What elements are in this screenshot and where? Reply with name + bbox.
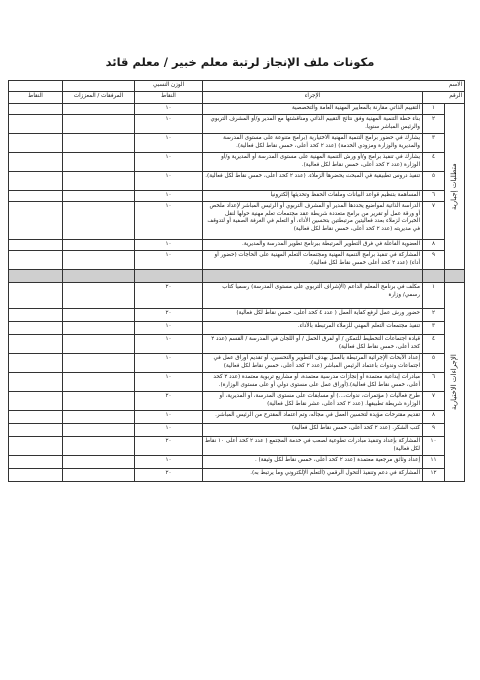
points-cell[interactable] bbox=[9, 115, 63, 134]
relative-weight-value: ١٠ bbox=[135, 322, 203, 335]
item-number: ١ bbox=[423, 283, 445, 309]
item-number: ١٠ bbox=[423, 437, 445, 456]
relative-weight-value: ١٠ bbox=[135, 104, 203, 115]
attachments-cell[interactable] bbox=[63, 354, 135, 373]
section-label: متطلبات إجبارية bbox=[445, 104, 465, 270]
procedure-text: إعداد الأبحاث الإجرائية المرتبطة بالعمل بهدف التطوير والتحسين، أو تقديم أوراق عمل في اجتماعات وندوات باعتماد الرئيس المباشر (عدد ٢ كحد أعلى، خمس نقاط لكل فعالية) bbox=[203, 354, 423, 373]
portfolio-table bbox=[8, 80, 465, 482]
points-cell[interactable] bbox=[9, 335, 63, 354]
procedure-text: مبادرات إبداعية معتمدة أو إنجازات مدرسية معتمدة، أو مشاريع تربوية معتمدة (عدد ٢ كحد أعلى، خمس نقاط لكل فعالية).(أوراق عمل على مستوى دولي أو على مستوى الوزارة). bbox=[203, 373, 423, 392]
procedure-text: يشارك في حضور برامج التنمية المهنية الاختيارية (برامج متنوعة على مستوى المدرسة والمديرية والوزارة ومزودي الخدمة) (عدد ٢ كحد أعلى، خمس نقاط لكل فعالية). bbox=[203, 134, 423, 153]
relative-weight-value: ١٠ bbox=[135, 251, 203, 270]
points-cell[interactable] bbox=[9, 191, 63, 202]
points-cell[interactable] bbox=[9, 240, 63, 251]
item-number: ٤ bbox=[423, 335, 445, 354]
separator-cell bbox=[203, 270, 423, 283]
procedure-text: كتب الشكر. (عدد ٢ كحد أعلى، خمس نقاط لكل فعالية) bbox=[203, 424, 423, 437]
table-row bbox=[9, 251, 465, 270]
attachments-cell[interactable] bbox=[63, 283, 135, 309]
attachments-cell[interactable] bbox=[63, 411, 135, 424]
procedure-text: تنفيذ مجتمعات التعلم المهني للزملاء المرتبطة بالأداء. bbox=[203, 322, 423, 335]
relative-weight-value: ٢٠ bbox=[135, 392, 203, 411]
attachments-cell[interactable] bbox=[63, 392, 135, 411]
attachments-cell[interactable] bbox=[63, 373, 135, 392]
separator-cell bbox=[63, 270, 135, 283]
table-row bbox=[9, 411, 465, 424]
relative-weight-value: ١٠ bbox=[135, 456, 203, 469]
attachments-cell[interactable] bbox=[63, 456, 135, 469]
attachments-cell[interactable] bbox=[63, 335, 135, 354]
relative-weight-header: الوزن النسبي bbox=[135, 81, 203, 92]
attachments-cell[interactable] bbox=[63, 437, 135, 456]
relative-weight-value: ١٠ bbox=[135, 424, 203, 437]
attachments-cell[interactable] bbox=[63, 172, 135, 191]
attachments-cell[interactable] bbox=[63, 240, 135, 251]
table-row bbox=[9, 240, 465, 251]
attachments-cell[interactable] bbox=[63, 191, 135, 202]
procedure-text: المساهمة بتنظيم قواعد البيانات وملفات الحفظ وتحديثها إلكترونيا bbox=[203, 191, 423, 202]
relative-weight-value: ١٠ bbox=[135, 335, 203, 354]
separator-cell bbox=[423, 270, 445, 283]
points-header: النقاط bbox=[135, 92, 203, 104]
separator-cell bbox=[445, 270, 465, 283]
table-row bbox=[9, 373, 465, 392]
attachments-cell[interactable] bbox=[63, 153, 135, 172]
points-cell[interactable] bbox=[9, 392, 63, 411]
attachments-cell[interactable] bbox=[63, 115, 135, 134]
points-cell[interactable] bbox=[9, 469, 63, 482]
procedure-text: تنفيذ دروس تطبيقية في المبحث يحضرها الزملاء. (عدد ٢ كحد أعلى، خمس نقاط لكل فعالية). bbox=[203, 172, 423, 191]
points-cell[interactable] bbox=[9, 373, 63, 392]
item-number: ١ bbox=[423, 104, 445, 115]
table-row bbox=[9, 335, 465, 354]
table-row bbox=[9, 424, 465, 437]
attachments-cell[interactable] bbox=[63, 424, 135, 437]
attachments-cell[interactable] bbox=[63, 322, 135, 335]
relative-weight-value: ٢٠ bbox=[135, 469, 203, 482]
number-header: الرقم bbox=[423, 92, 465, 104]
points-col-header: النقاط bbox=[9, 92, 63, 104]
procedure-text: يشارك في تنفيذ برامج و/أو ورش التنمية المهنية على مستوى المدرسة أو المديرية و/أو الوزارة (عدد ٢ كحد أعلى، خمس نقاط لكل فعالية). bbox=[203, 153, 423, 172]
relative-weight-value: ١٠ bbox=[135, 202, 203, 240]
points-cell[interactable] bbox=[9, 424, 63, 437]
points-cell[interactable] bbox=[9, 354, 63, 373]
item-number: ٦ bbox=[423, 191, 445, 202]
table-row bbox=[9, 322, 465, 335]
relative-weight-value: ١٠ bbox=[135, 240, 203, 251]
points-cell[interactable] bbox=[9, 153, 63, 172]
item-number: ٧ bbox=[423, 202, 445, 240]
relative-weight-value: ٢٠ bbox=[135, 437, 203, 456]
points-cell[interactable] bbox=[9, 322, 63, 335]
item-number: ٥ bbox=[423, 354, 445, 373]
attachments-cell[interactable] bbox=[63, 251, 135, 270]
item-number: ٢ bbox=[423, 309, 445, 322]
procedure-text: حضور ورش عمل لرفع كفاية العمل ( عدد ٤ كحد أعلى، خمس نقاط لكل فعالية) bbox=[203, 309, 423, 322]
header-blank-2 bbox=[9, 81, 63, 92]
relative-weight-value: ١٠ bbox=[135, 153, 203, 172]
item-number: ٤ bbox=[423, 153, 445, 172]
item-number: ٨ bbox=[423, 411, 445, 424]
relative-weight-value: ١٠ bbox=[135, 191, 203, 202]
separator-cell bbox=[9, 270, 63, 283]
points-cell[interactable] bbox=[9, 456, 63, 469]
relative-weight-value: ١٠ bbox=[135, 373, 203, 392]
procedure-text: طرح فعاليات ( مؤتمرات، ندوات،...) أو مسابقات على مستوى المدرسة، أو المديرية، أو الوزارة شريطة تطبيقها. (عدد ٢ كحد أعلى، عشر نقاط لكل فعالية) bbox=[203, 392, 423, 411]
section-label: الإجراءات الاختيارية bbox=[445, 283, 465, 482]
points-cell[interactable] bbox=[9, 283, 63, 309]
section-separator bbox=[9, 270, 465, 283]
item-number: ٦ bbox=[423, 373, 445, 392]
header-blank-1 bbox=[63, 81, 135, 92]
header-row-top bbox=[9, 81, 465, 92]
item-number: ٢ bbox=[423, 115, 445, 134]
relative-weight-value: ٢٠ bbox=[135, 283, 203, 309]
table-row bbox=[9, 104, 465, 115]
procedure-text: تقديم مقترحات مؤيدة لتحسين العمل في مجاله، وتم اعتماد المقترح من الرئيس المباشر. bbox=[203, 411, 423, 424]
table-row bbox=[9, 354, 465, 373]
item-number: ٥ bbox=[423, 172, 445, 191]
attachments-cell[interactable] bbox=[63, 134, 135, 153]
table-row bbox=[9, 134, 465, 153]
procedure-text: المشاركة بإعداد وتنفيذ مبادرات تطوعية لصعب في خدمة المجتمع ( عدد ٢ كحد أعلى ١٠ نقاط لكل فعالية) bbox=[203, 437, 423, 456]
item-number: ٣ bbox=[423, 322, 445, 335]
page-title: مكونات ملف الإنجاز لرتبة معلم خبير / معلم قائد bbox=[105, 55, 375, 69]
item-number: ٣ bbox=[423, 134, 445, 153]
attachments-cell[interactable] bbox=[63, 469, 135, 482]
procedure-text: قيادة اجتماعات التخطيط للتمكن / أو لفرق الحمل / أو اللجان في المدرسة / القسم (عدد ٢ كحد أعلى، خمس نقاط لكل فعالية) bbox=[203, 335, 423, 354]
procedure-text: الدراسة الذاتية لمواضيع يحددها المدير أو المشرف التربوي أو الرئيس المباشر لإعداد ملخص أو ورقة عمل أو تقرير من برامج متعددة شريطة عقد مجتمعات تعلم مهنية حولها لنقل الخبرات لزملاء بعدد فعاليتين مرتبطتين بتحسين الأداء، أو التعلم في الغرفة الصفية أو لتدوقف في مديريته (عدد ٢ كحد أعلى، خمس نقاط لكل فعالية) bbox=[203, 202, 423, 240]
attachments-cell[interactable] bbox=[63, 104, 135, 115]
procedures-header: الإجراء bbox=[203, 92, 423, 104]
item-number: ٩ bbox=[423, 424, 445, 437]
procedure-text: التقييم الذاتي مقارنة بالمعايير المهنية العامة والتخصصية bbox=[203, 104, 423, 115]
table-row bbox=[9, 283, 465, 309]
item-number: ٧ bbox=[423, 392, 445, 411]
item-number: ١٢ bbox=[423, 469, 445, 482]
table-row bbox=[9, 437, 465, 456]
header-row-bottom bbox=[9, 92, 465, 104]
points-cell[interactable] bbox=[9, 134, 63, 153]
procedure-text: المشاركة في دعم وتنفيذ التحول الرقمي (التعلم الإلكتروني وما يرتبط به). bbox=[203, 469, 423, 482]
item-number: ٨ bbox=[423, 240, 445, 251]
procedure-text: العضوية الفاعلة في فرق التطوير المرتبطة ببرنامج تطوير المدرسة والمديرية. bbox=[203, 240, 423, 251]
table-row bbox=[9, 456, 465, 469]
points-cell[interactable] bbox=[9, 172, 63, 191]
name-header: الاسم bbox=[203, 81, 465, 92]
relative-weight-value: ١٠ bbox=[135, 172, 203, 191]
procedure-text: بناء خطة التنمية المهنية وفق نتائج التقييم الذاتي ومناقشتها مع المدير و/أو المشرف التربوي والرئيس المباشر سنويا. bbox=[203, 115, 423, 134]
procedure-text: مكلف في برنامج المعلم الداعم (الإشراف التربوي على مستوى المدرسة) رسميا كتاب رسمي/ وزارة bbox=[203, 283, 423, 309]
relative-weight-value: ٢٠ bbox=[135, 309, 203, 322]
separator-cell bbox=[135, 270, 203, 283]
table-row bbox=[9, 172, 465, 191]
attachments-cell[interactable] bbox=[63, 202, 135, 240]
table-row bbox=[9, 115, 465, 134]
table-row bbox=[9, 392, 465, 411]
relative-weight-value: ١٠ bbox=[135, 115, 203, 134]
table-row bbox=[9, 469, 465, 482]
attachments-header: المرفقات / المعززات bbox=[63, 92, 135, 104]
relative-weight-value: ١٠ bbox=[135, 134, 203, 153]
procedure-text: إعداد وثائق مرجعية معتمدة (عدد ٢ كحد أعلى، خمس نقاط لكل وثيقة) . bbox=[203, 456, 423, 469]
attachments-cell[interactable] bbox=[63, 309, 135, 322]
item-number: ١١ bbox=[423, 456, 445, 469]
points-cell[interactable] bbox=[9, 309, 63, 322]
points-cell[interactable] bbox=[9, 104, 63, 115]
points-cell[interactable] bbox=[9, 202, 63, 240]
relative-weight-value: ١٠ bbox=[135, 354, 203, 373]
points-cell[interactable] bbox=[9, 437, 63, 456]
relative-weight-value: ١٠ bbox=[135, 411, 203, 424]
table-row bbox=[9, 202, 465, 240]
procedure-text: المشاركة في تنفيذ برامج التنمية المهنية ومجتمعات التعلم المهنية على الحاجات (حضور أو أداء) (عدد ٢ كحد أعلى خمس نقاط لكل فعالية). bbox=[203, 251, 423, 270]
item-number: ٩ bbox=[423, 251, 445, 270]
table-row bbox=[9, 309, 465, 322]
table-row bbox=[9, 153, 465, 172]
points-cell[interactable] bbox=[9, 411, 63, 424]
points-cell[interactable] bbox=[9, 251, 63, 270]
table-row bbox=[9, 191, 465, 202]
